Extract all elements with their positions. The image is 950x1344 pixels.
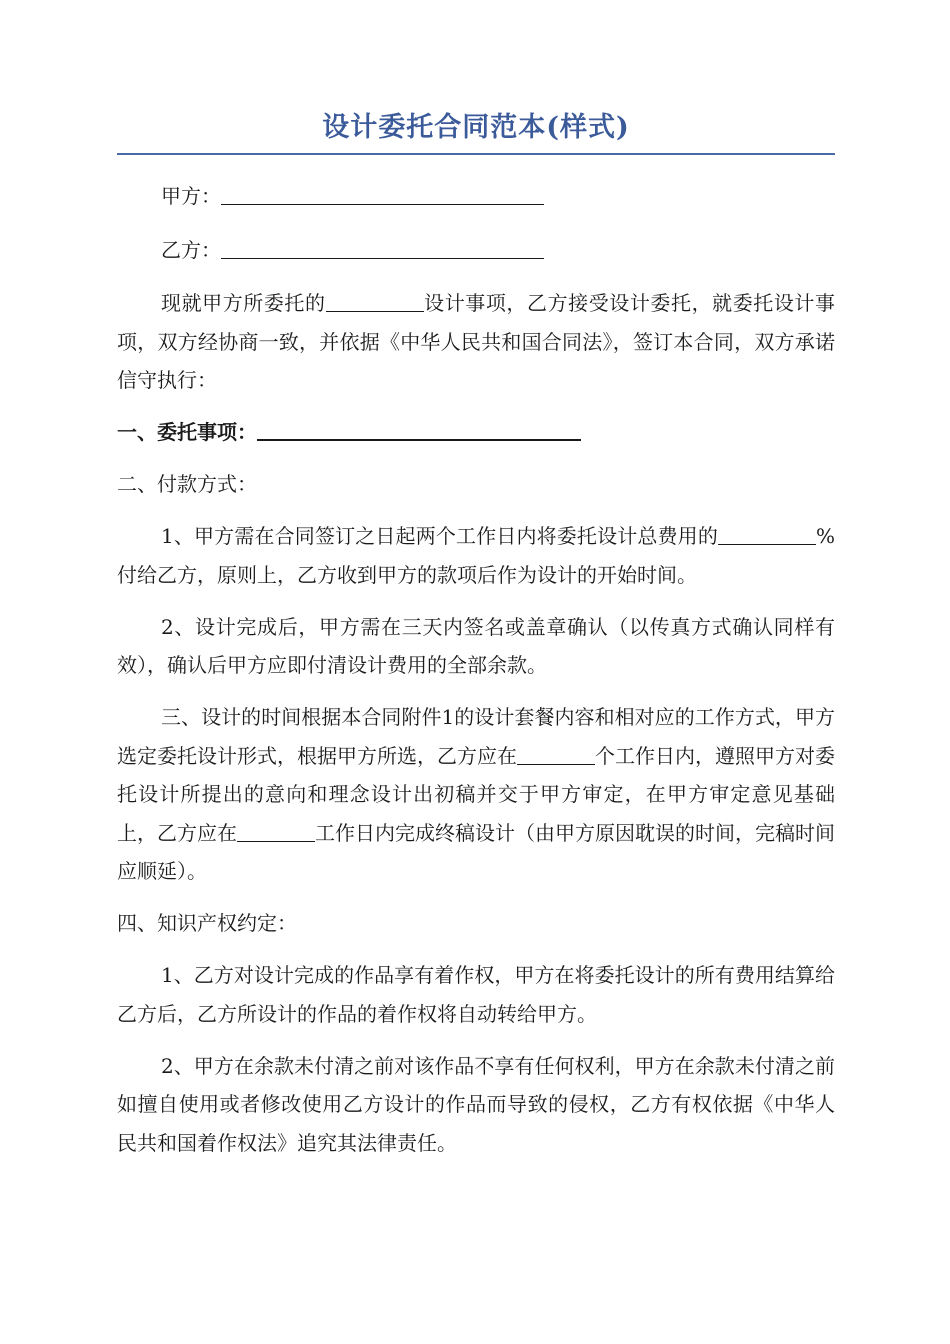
section-2-heading: 二、付款方式： <box>117 472 257 496</box>
party-b-line <box>117 231 835 270</box>
party-a-line <box>117 177 835 216</box>
intro-text-1: 现就甲方所委托的 <box>161 291 326 315</box>
section-3-text-3: 工作日内完成终稿设计（由甲方原因耽误的时间，完稿时间应顺延）。 <box>117 820 835 883</box>
payment-1-text-2: %付给乙方，原则上，乙方收到甲方的款项后作为设计的开始时间。 <box>117 524 835 587</box>
final-days-blank <box>237 819 315 842</box>
intro-text-2: 设计事项，乙方接受设计委托，就委托设计事项，双方经协商一致，并依据《中华人民共和国合同法》，签订本合同，双方承诺信守执行： <box>117 291 836 392</box>
section-3-text-2: 个工作日内，遵照甲方对委托设计所提出的意向和理念设计出初稿并交于甲方审定，在甲方审定意见基础上，乙方应在 <box>117 743 835 845</box>
section-3-paragraph <box>117 698 835 891</box>
party-b-label: 乙方： <box>161 237 221 262</box>
section-1-label: 一、委托事项： <box>117 420 257 444</box>
section-1-heading <box>117 413 835 452</box>
document-page <box>117 108 835 1162</box>
project-blank <box>326 289 424 312</box>
section-3-text-1: 三、设计的时间根据本合同附件1的设计套餐内容和相对应的工作方式，甲方选定委托设计形式，根据甲方所选，乙方应在 <box>117 705 835 768</box>
payment-clause-1 <box>117 517 835 594</box>
ip-clause-1: 1、乙方对设计完成的作品享有着作权，甲方在将委托设计的所有费用结算给乙方后，乙方所设计的作品的着作权将自动转给甲方。 <box>117 963 835 1026</box>
section-4-heading: 四、知识产权约定： <box>117 911 297 935</box>
party-a-blank <box>221 182 544 205</box>
payment-1-text-1: 1、甲方需在合同签订之日起两个工作日内将委托设计总费用的 <box>161 524 718 548</box>
intro-paragraph <box>117 284 835 400</box>
party-a-label: 甲方： <box>161 184 221 208</box>
section-1-blank <box>257 417 581 441</box>
draft-days-blank <box>517 742 595 765</box>
document-title: 设计委托合同范本(样式) <box>322 112 630 143</box>
ip-clause-2: 2、甲方在余款未付清之前对该作品不享有任何权利，甲方在余款未付清之前如擅自使用或者修改使用乙方设计的作品而导致的侵权，乙方有权依据《中华人民共和国着作权法》追究其法律责任。 <box>117 1053 835 1155</box>
party-b-blank <box>221 236 544 259</box>
payment-clause-2: 2、设计完成后，甲方需在三天内签名或盖章确认（以传真方式确认同样有效），确认后甲方应即付清设计费用的全部余款。 <box>117 614 835 677</box>
percentage-blank <box>718 522 816 545</box>
